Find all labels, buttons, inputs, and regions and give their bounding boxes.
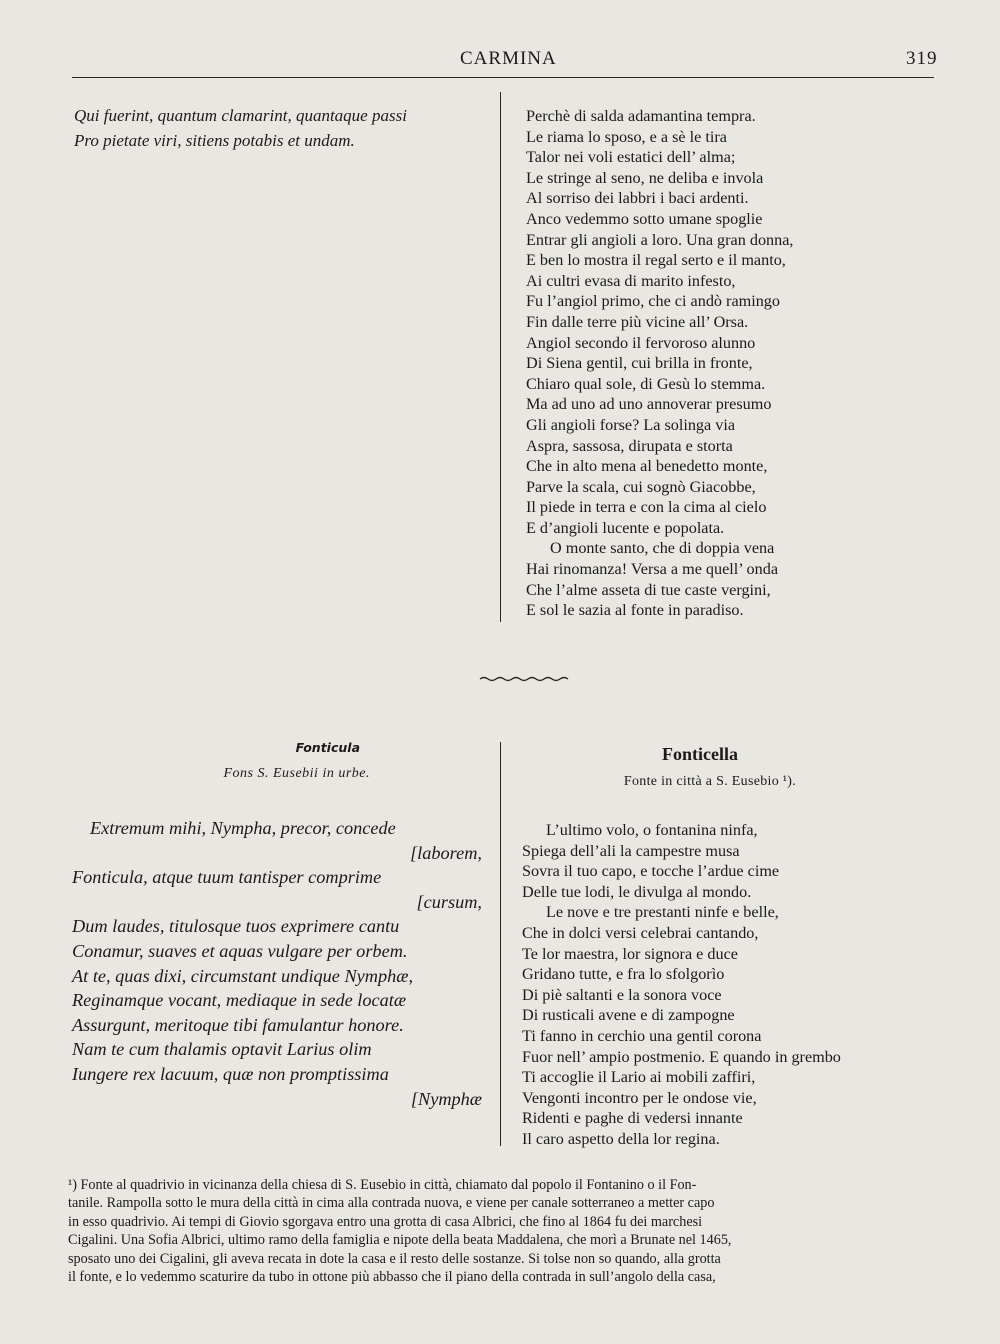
verse-line: Fu l’angiol primo, che ci andò ramingo [526, 292, 780, 311]
verse-line: Perchè di salda adamantina tempra. [526, 107, 756, 125]
verse-line: Fuor nell’ ampio postmenio. E quando in grembo [522, 1047, 841, 1066]
verse-line: Le stringe al seno, ne deliba e invola [526, 168, 764, 187]
verse-line: Le nove e tre prestanti ninfe e belle, [546, 903, 779, 922]
verse-line: Pro pietate viri, sitiens potabis et undam. [74, 131, 355, 150]
verse-line: Il piede in terra e con la cima al cielo [526, 498, 767, 517]
verse-line: Gridano tutte, e fra lo sfolgorìo [522, 965, 725, 984]
verse-line: L’ultimo volo, o fontanina ninfa, [546, 821, 758, 839]
verse-line: Talor nei voli estatici dell’ alma; [526, 148, 736, 167]
verse-line: Hai rinomanza! Versa a me quell’ onda [526, 560, 779, 579]
verse-line: Dum laudes, titulosque tuos exprimere cantu [72, 916, 400, 937]
verse-line: Ti fanno in cerchio una gentil corona [522, 1026, 762, 1045]
footnote-line: sposato uno dei Cigalini, gli aveva recata in dote la casa e il resto delle sostanze. Si tolse non so quando, alla grotta [68, 1250, 721, 1267]
verse-line: Le riama lo sposo, e a sè le tira [526, 127, 727, 146]
verse-line: Assurgunt, meritoque tibi famulantur honore. [72, 1014, 404, 1035]
footnote-line: ¹) Fonte al quadrivio in vicinanza della chiesa di S. Eusebio in città, chiamato dal popolo il Fontanino o il Fon- [68, 1177, 697, 1193]
running-title: CARMINA [460, 48, 557, 69]
italian-poem-subtitle: Fonte in città a S. Eusebio ¹). [623, 774, 797, 789]
verse-line: Iungere rex lacuum, quæ non promptissima [72, 1063, 389, 1084]
verse-line: Il caro aspetto della lor regina. [522, 1129, 720, 1148]
verse-line: Fonticula, atque tuum tantisper comprime [72, 867, 382, 888]
verse-line: [Nymphæ [410, 1088, 482, 1109]
latin-verses-bottom [72, 816, 482, 1111]
footnote [68, 1176, 934, 1286]
verse-line: At te, quas dixi, circumstant undique Nymphæ, [72, 965, 414, 986]
verse-line: Reginamque vocant, mediaque in sede locatæ [72, 990, 407, 1011]
verse-line: Di rusticali avene e di zampogne [522, 1006, 735, 1025]
verse-line: Sovra il tuo capo, e tocche l’ardue cime [522, 862, 780, 881]
verse-line: Fin dalle terre più vicine all’ Orsa. [526, 312, 749, 331]
italian-verses-top [526, 106, 793, 621]
verse-line: Conamur, suaves et aquas vulgare per orbem. [72, 940, 408, 961]
ornament-rule [478, 668, 572, 690]
header-rule [72, 77, 934, 78]
italian-verses-bottom [522, 820, 841, 1150]
verse-line: [laborem, [410, 842, 482, 863]
verse-line: Al sorriso dei labbri i baci ardenti. [526, 189, 749, 208]
verse-line: Ti accoglie il Lario ai mobili zaffiri, [522, 1068, 756, 1087]
latin-poem-subtitle: Fons S. Eusebii in urbe. [223, 766, 370, 781]
verse-line: Gli angioli forse? La solinga via [526, 415, 736, 434]
verse-line: Che l’alme asseta di tue caste vergini, [526, 580, 771, 599]
verse-line: Nam te cum thalamis optavit Larius olim [72, 1039, 372, 1060]
verse-line: Angiol secondo il fervoroso alunno [526, 333, 756, 352]
verse-line: Ma ad uno ad uno annoverar presumo [526, 395, 772, 414]
latin-couplet [74, 103, 407, 153]
verse-line: Vengonti incontro per le ondose vie, [522, 1088, 757, 1107]
verse-line: Ridenti e paghe di vedersi innante [522, 1109, 743, 1128]
verse-line: Che in dolci versi celebrai cantando, [522, 923, 759, 942]
verse-line: Spiega dell’ali la campestre musa [522, 841, 740, 860]
verse-line: Di Siena gentil, cui brilla in fronte, [526, 354, 753, 373]
verse-line: Entrar gli angioli a loro. Una gran donna, [526, 230, 794, 249]
verse-line: Ai cultri evasa di marito infesto, [526, 271, 736, 290]
footnote-line: Cigalini. Una Sofia Albrici, ultimo ramo della famiglia e nipote della beata Maddalena, che morì a Brunate nel 1465, [68, 1232, 732, 1249]
verse-line: Qui fuerint, quantum clamarint, quantaque passi [74, 106, 407, 125]
verse-line: Aspra, sassosa, dirupata e storta [526, 436, 733, 455]
footnote-line: in esso quadrivio. Ai tempi di Giovio sgorgava entro una grotta di casa Albrici, che fino al 1864 fu dei marchesi [68, 1213, 703, 1230]
verse-line: E ben lo mostra il regal serto e il manto, [526, 251, 786, 270]
verse-line: E d’angioli lucente e popolata. [526, 518, 725, 537]
page-number: 319 [906, 48, 938, 69]
verse-line: Extremum mihi, Nympha, precor, concede [90, 818, 396, 838]
verse-line: Delle tue lodi, le divulga al mondo. [522, 882, 752, 901]
verse-line: Parve la scala, cui sognò Giacobbe, [526, 477, 756, 496]
verse-line: Chiaro qual sole, di Gesù lo stemma. [526, 374, 766, 393]
footnote-line: tanile. Rampolla sotto le mura della città in cima alla contrada nuova, e viene per canale sotterraneo a metter capo [68, 1195, 715, 1212]
footnote-line: il fonte, e lo vedemmo scaturire da tubo in ottone più abbasso che il piano della contrada in sull’angolo della casa, [68, 1268, 716, 1285]
verse-line: [cursum, [416, 891, 482, 912]
verse-line: Te lor maestra, lor signora e duce [522, 944, 738, 963]
verse-line: Di piè saltanti e la sonora voce [522, 985, 722, 1004]
column-divider-top [500, 92, 501, 622]
verse-line: Che in alto mena al benedetto monte, [526, 457, 768, 476]
verse-line: Anco vedemmo sotto umane spoglie [526, 209, 763, 228]
column-divider-bottom [500, 742, 501, 1146]
latin-poem-title: Fonticula [295, 740, 360, 755]
italian-poem-title: Fonticella [662, 744, 738, 764]
verse-line: E sol le sazia al fonte in paradiso. [526, 601, 744, 620]
verse-line: O monte santo, che di doppia vena [550, 539, 775, 558]
